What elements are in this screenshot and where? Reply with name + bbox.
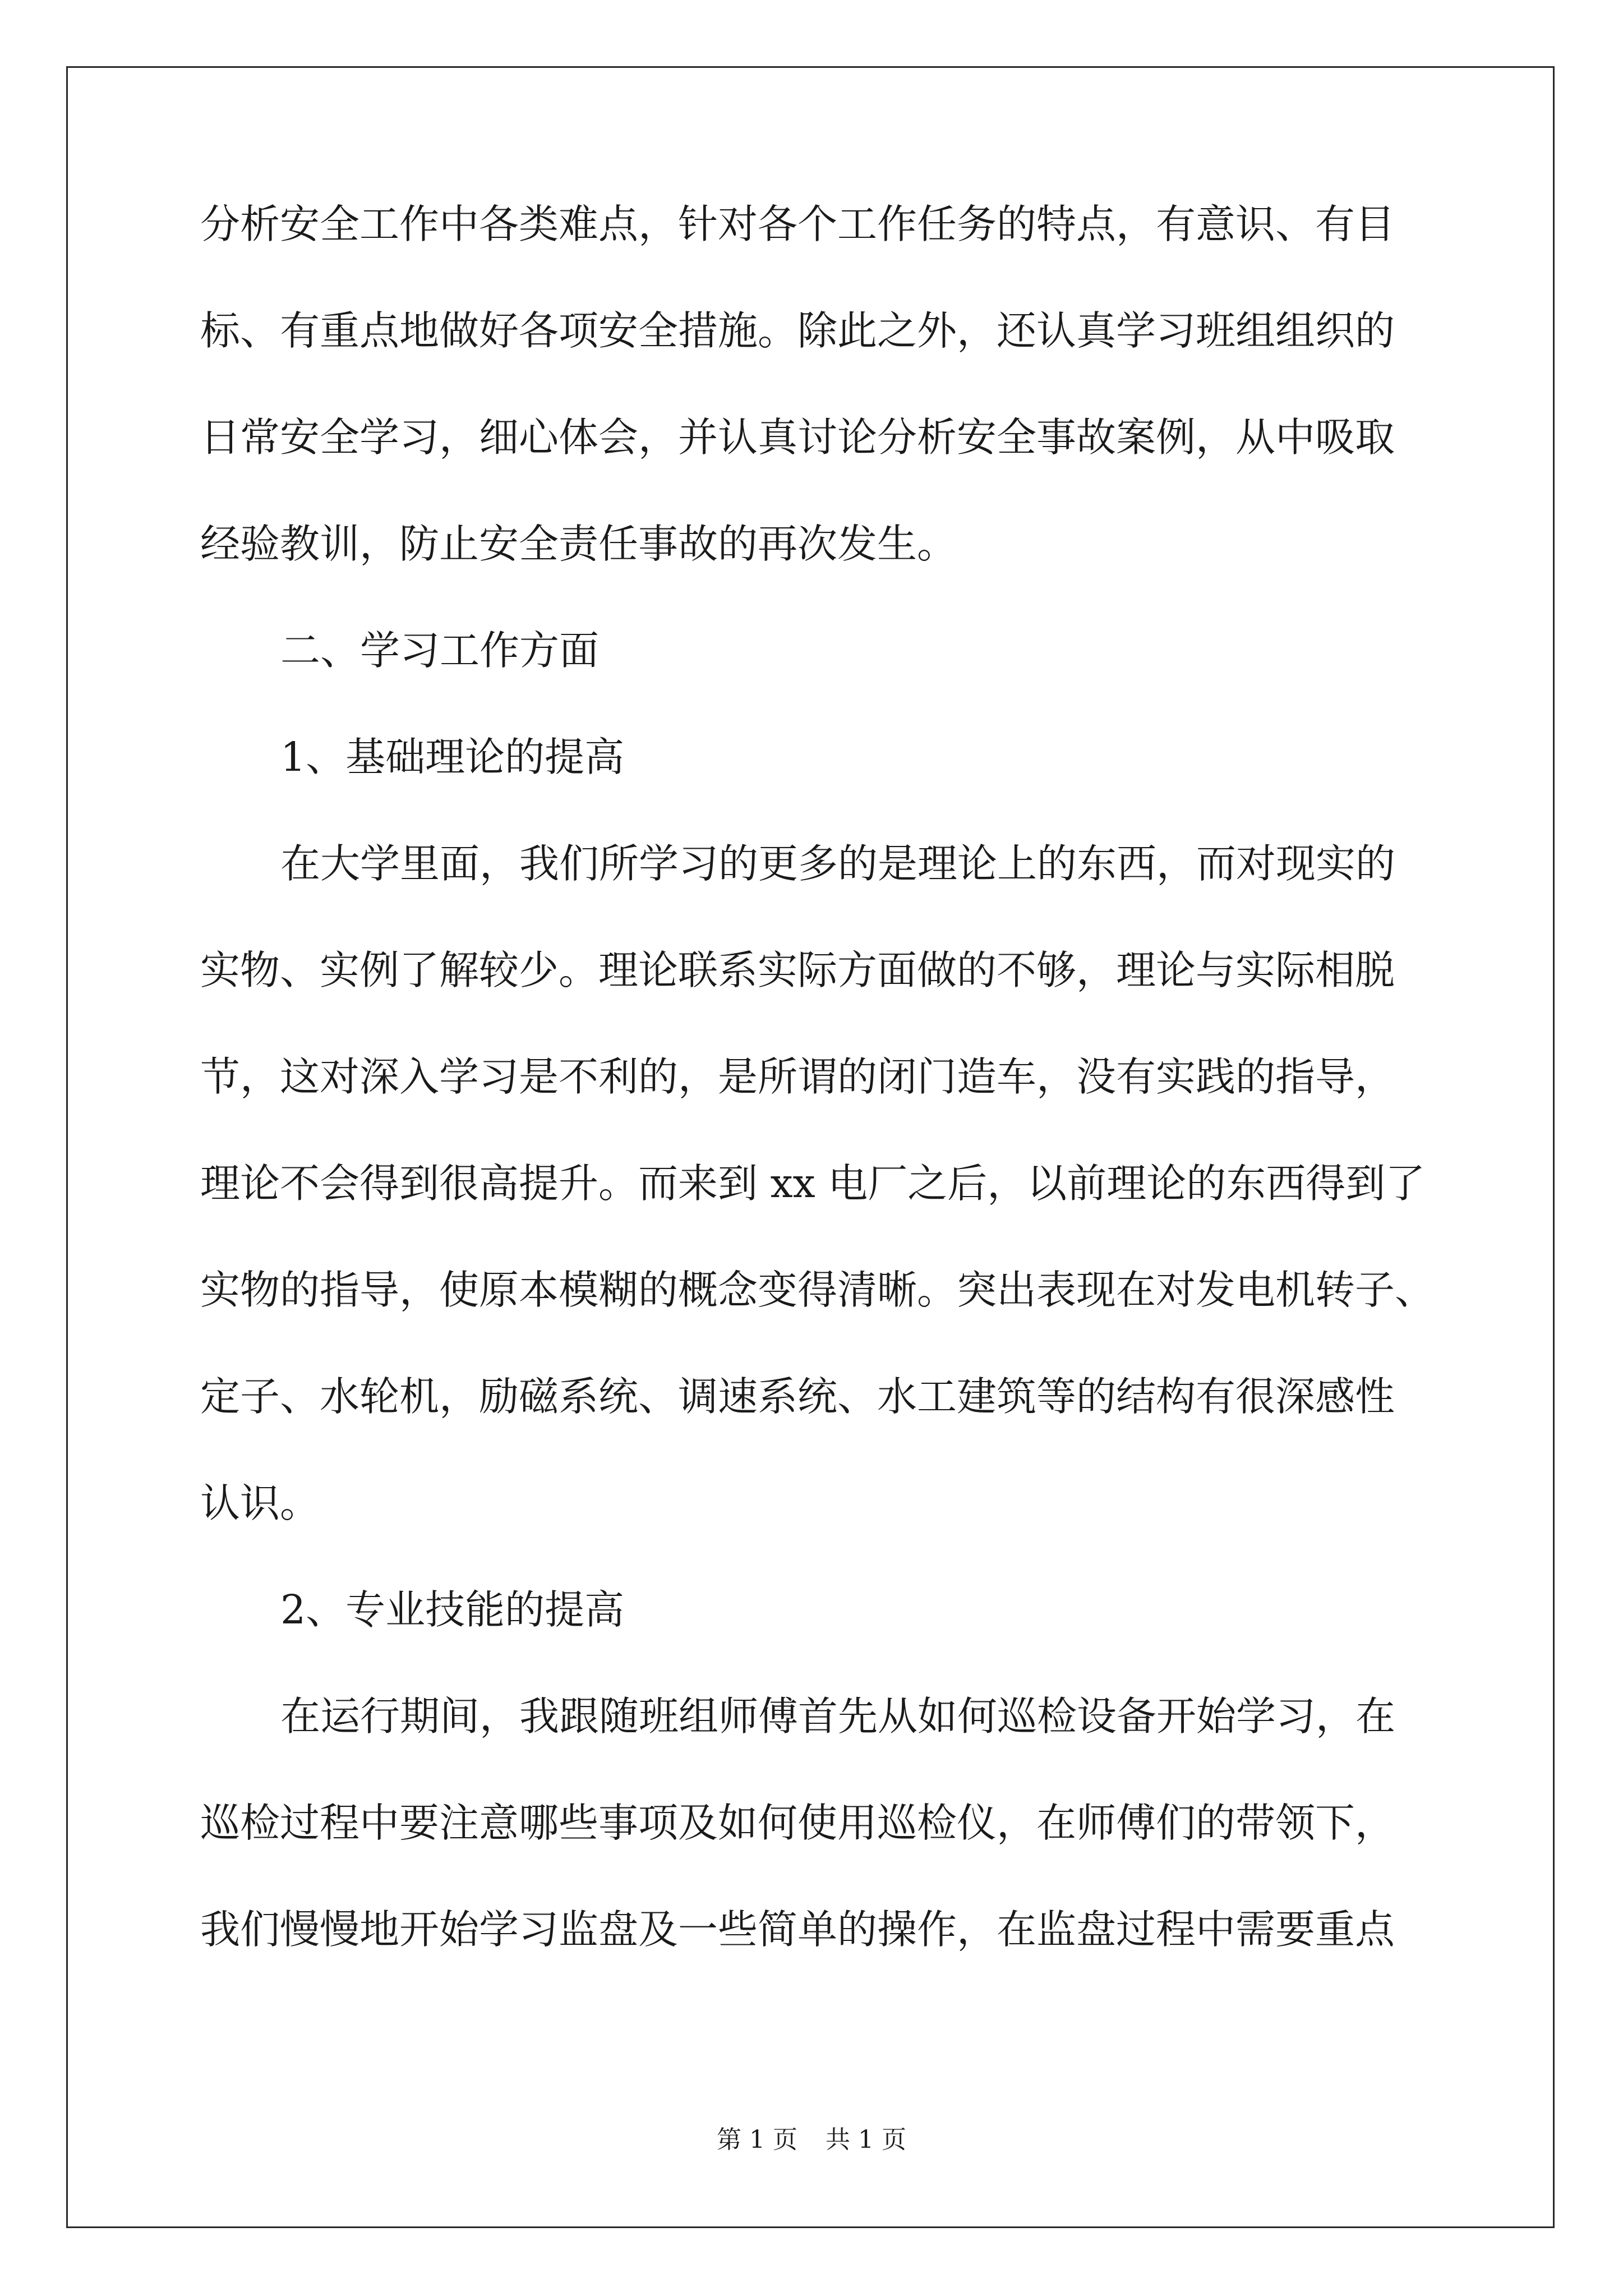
paragraph-line: 实物的指导，使原本模糊的概念变得清晰。突出表现在对发电机转子、 [200, 1267, 1435, 1313]
section-heading: 二、学习工作方面 [280, 627, 600, 674]
paragraph-line: 标、有重点地做好各项安全措施。除此之外，还认真学习班组组织的 [200, 307, 1395, 354]
paragraph-line: 在大学里面，我们所学习的更多的是理论上的东西，而对现实的 [280, 840, 1396, 887]
paragraph-line: 实物、实例了解较少。理论联系实际方面做的不够，理论与实际相脱 [200, 947, 1395, 993]
page-total: 共 1 页 [826, 2125, 906, 2154]
paragraph-line: 在运行期间，我跟随班组师傅首先从如何巡检设备开始学习，在 [280, 1693, 1396, 1740]
subsection-heading: 1、基础理论的提高 [280, 734, 625, 780]
paragraph-line: 节，这对深入学习是不利的，是所谓的闭门造车，没有实践的指导， [200, 1053, 1395, 1100]
paragraph-line: 分析安全工作中各类难点，针对各个工作任务的特点，有意识、有目 [200, 201, 1395, 247]
paragraph-line: 巡检过程中要注意哪些事项及如何使用巡检仪，在师傅们的带领下， [200, 1800, 1395, 1846]
paragraph-line: 理论不会得到很高提升。而来到 xx 电厂之后，以前理论的东西得到了 [200, 1160, 1426, 1207]
page-number: 第 1 页 [717, 2125, 797, 2154]
paragraph-line: 经验教训，防止安全责任事故的再次发生。 [200, 521, 957, 567]
paragraph-line: 定子、水轮机，励磁系统、调速系统、水工建筑等的结构有很深感性 [200, 1373, 1395, 1420]
paragraph-line: 我们慢慢地开始学习监盘及一些简单的操作，在监盘过程中需要重点 [200, 1906, 1395, 1953]
page-footer [0, 2124, 1623, 2156]
page-border [66, 66, 1555, 2228]
paragraph-line: 认识。 [200, 1480, 320, 1526]
subsection-heading: 2、专业技能的提高 [280, 1586, 625, 1633]
paragraph-line: 日常安全学习，细心体会，并认真讨论分析安全事故案例，从中吸取 [200, 414, 1395, 461]
